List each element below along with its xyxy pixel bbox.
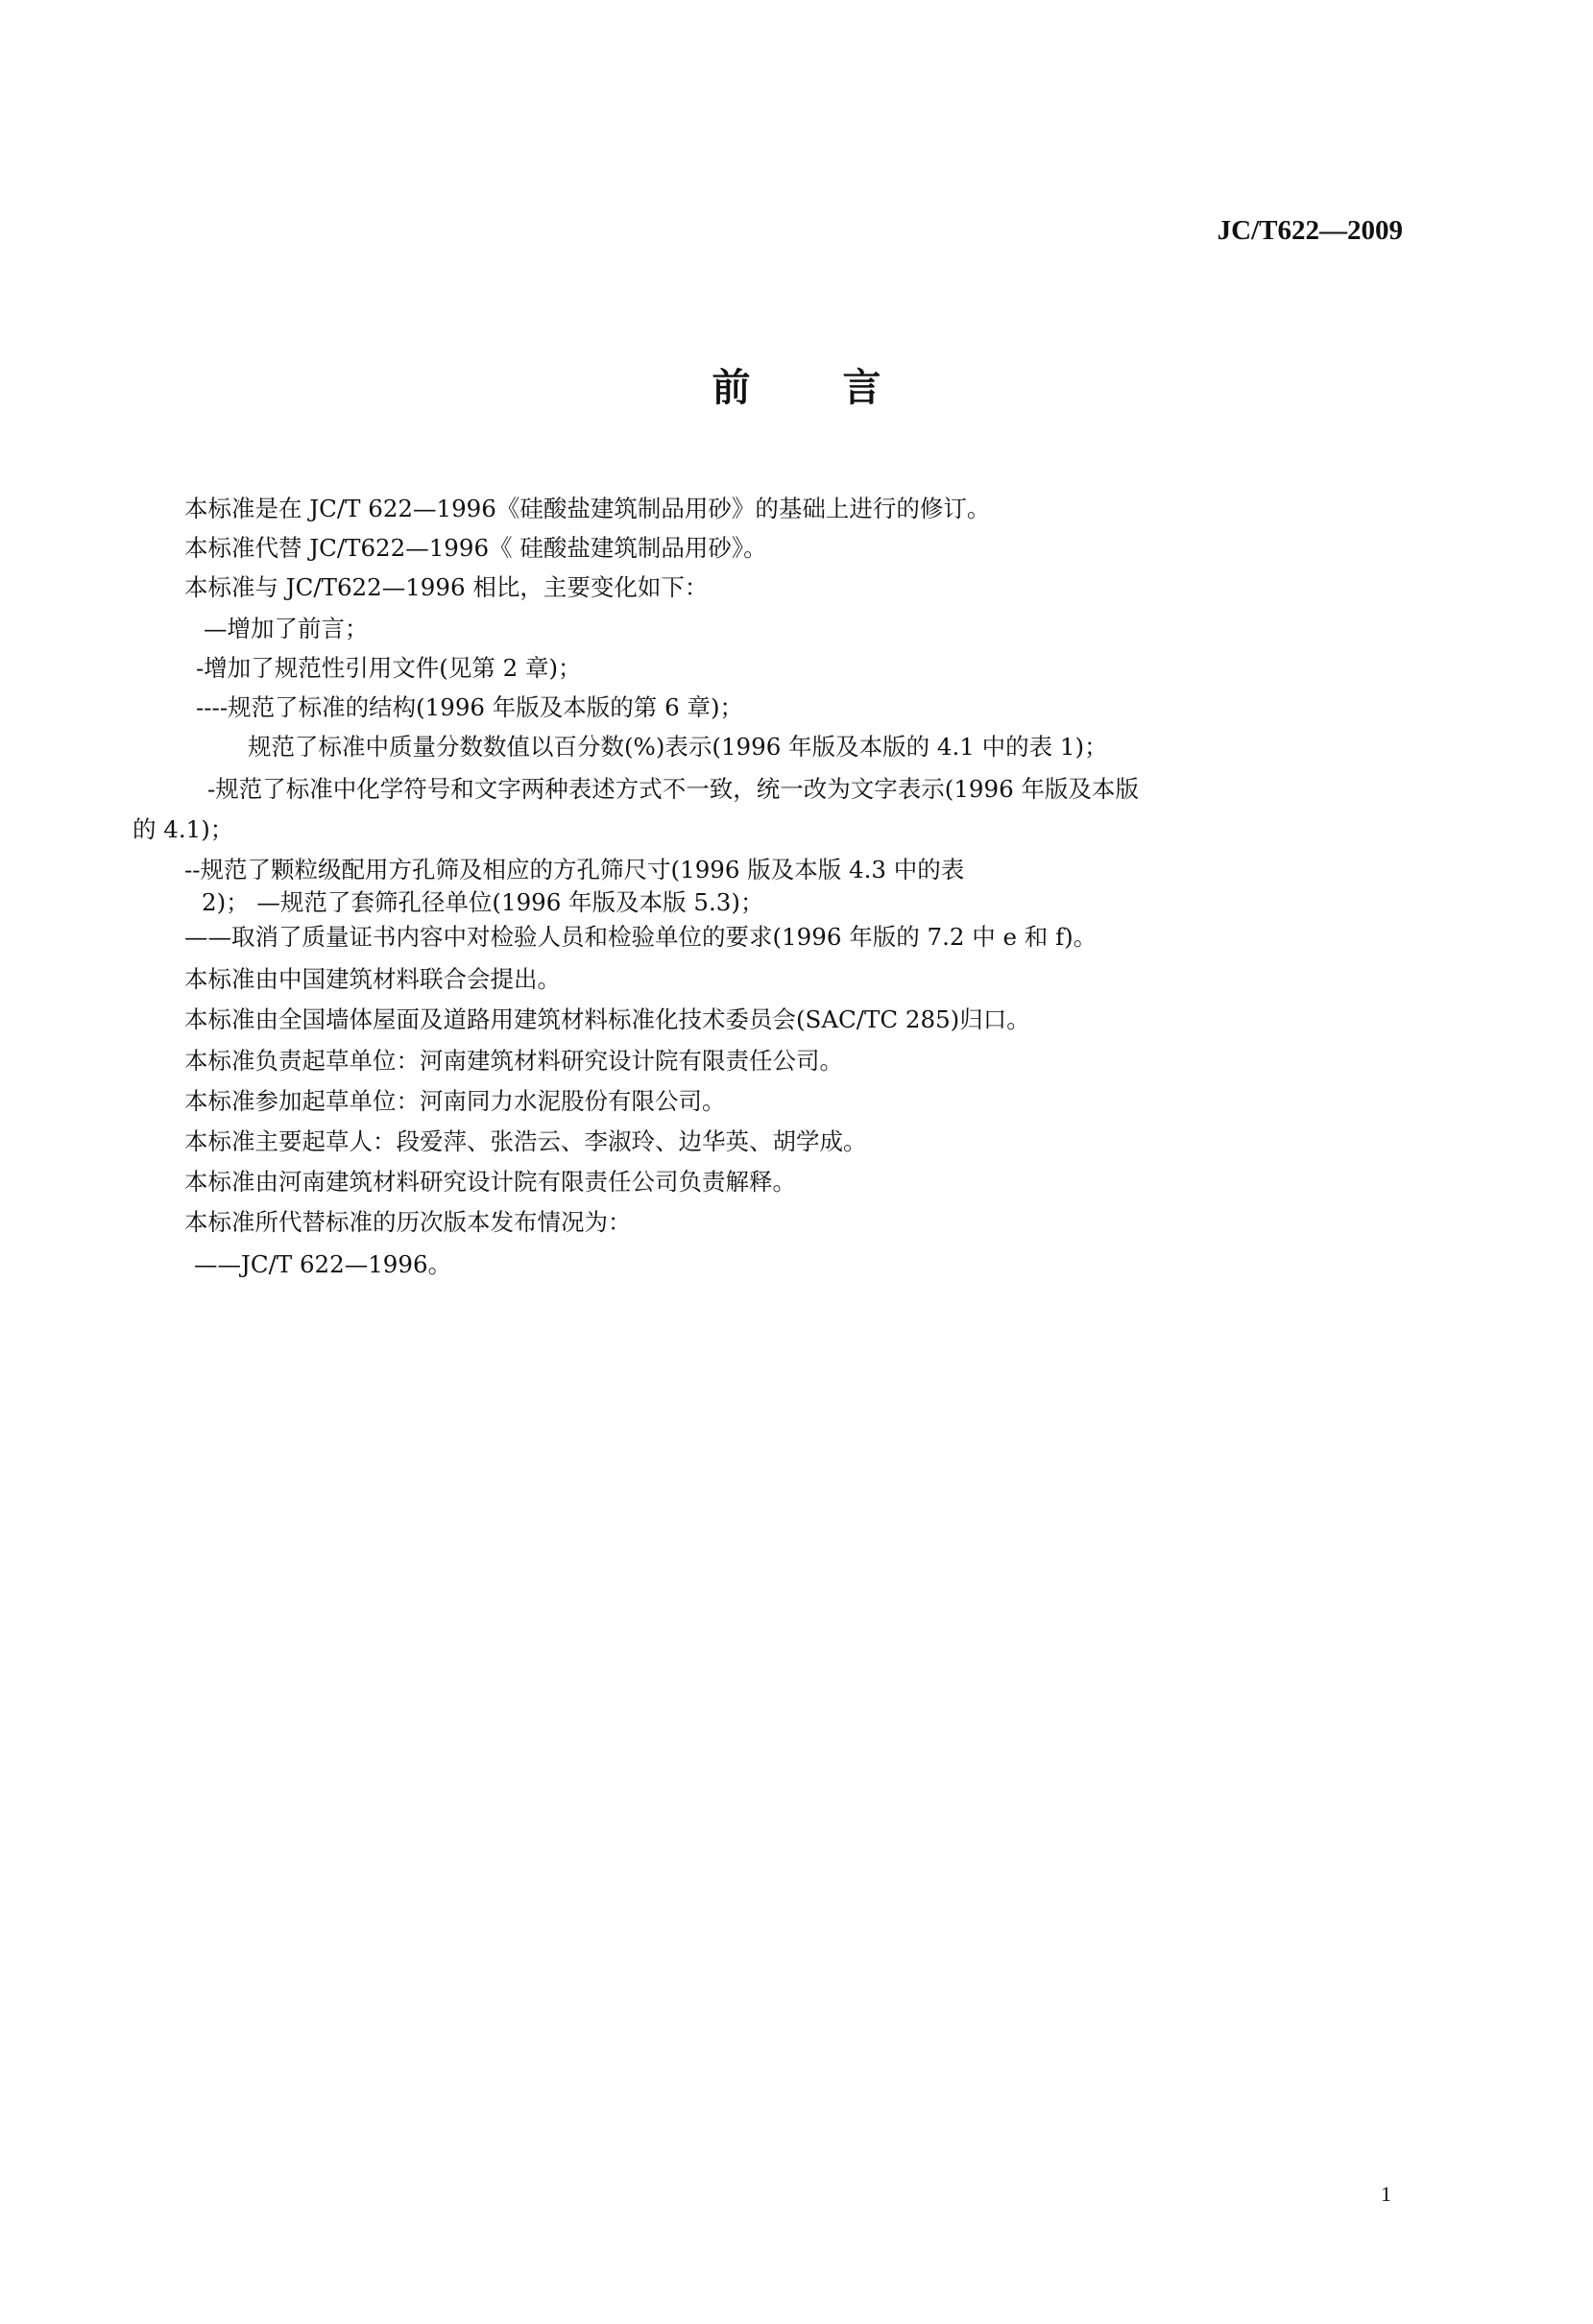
foreword-line: ——JC/T 622—1996。 — [194, 1250, 452, 1278]
foreword-line: —增加了前言； — [204, 615, 369, 642]
foreword-line: 的 4.1)； — [133, 815, 234, 843]
foreword-line: 本标准负责起草单位：河南建筑材料研究设计院有限责任公司。 — [184, 1047, 843, 1075]
foreword-line: --规范了颗粒级配用方孔筛及相应的方孔筛尺寸(1996 版及本版 4.3 中的表 — [184, 856, 965, 884]
page-number: 1 — [1381, 2182, 1391, 2206]
foreword-line: -增加了规范性引用文件(见第 2 章)； — [196, 654, 582, 682]
foreword-line: 规范了标准中质量分数数值以百分数(%)表示(1996 年版及本版的 4.1 中的表 1)； — [248, 733, 1108, 761]
foreword-line: -规范了标准中化学符号和文字两种表述方式不一致，统一改为文字表示(1996 年版及本版 — [207, 775, 1139, 803]
foreword-line: 本标准所代替标准的历次版本发布情况为： — [184, 1208, 632, 1236]
foreword-line: 本标准由全国墙体屋面及道路用建筑材料标准化技术委员会(SAC/TC 285)归口。 — [184, 1005, 1030, 1033]
page-title: 前言 — [712, 366, 974, 410]
foreword-line: ----规范了标准的结构(1996 年版及本版的第 6 章)； — [196, 693, 744, 721]
foreword-line: 2)； —规范了套筛孔径单位(1996 年版及本版 5.3)； — [202, 888, 764, 916]
foreword-line: 本标准是在 JC/T 622—1996《硅酸盐建筑制品用砂》的基础上进行的修订。 — [184, 495, 991, 522]
foreword-line: 本标准由中国建筑材料联合会提出。 — [184, 965, 561, 993]
foreword-line: 本标准参加起草单位：河南同力水泥股份有限公司。 — [184, 1087, 726, 1115]
foreword-line: 本标准与 JC/T622—1996 相比，主要变化如下： — [184, 573, 709, 601]
foreword-line: 本标准主要起草人：段爱萍、张浩云、李淑玲、边华英、胡学成。 — [184, 1127, 867, 1155]
foreword-line: 本标准由河南建筑材料研究设计院有限责任公司负责解释。 — [184, 1168, 796, 1196]
foreword-line: 本标准代替 JC/T622—1996《 硅酸盐建筑制品用砂》。 — [184, 534, 767, 562]
standard-code: JC/T622—2009 — [1217, 215, 1403, 246]
foreword-line: ——取消了质量证书内容中对检验人员和检验单位的要求(1996 年版的 7.2 中 e 和 f)。 — [184, 923, 1098, 951]
